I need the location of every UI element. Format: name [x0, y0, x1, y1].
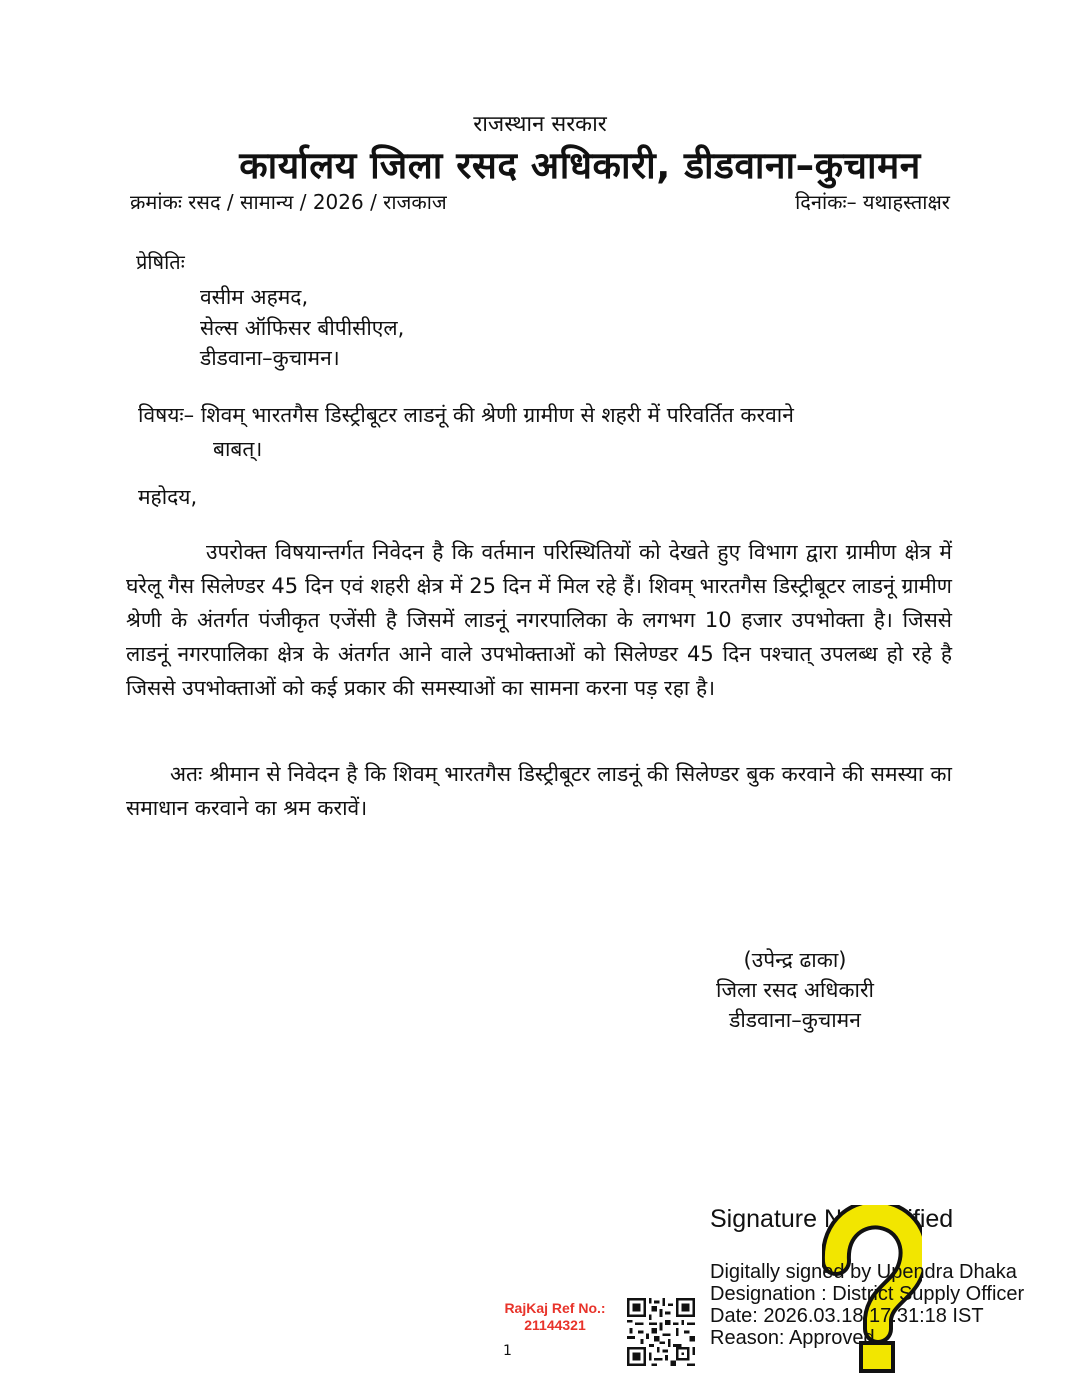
signature-details — [710, 1261, 1024, 1349]
body-paragraph-2: अतः श्रीमान से निवेदन है कि शिवम् भारतगैस डिस्ट्रीबूटर लाडनूं की सिलेण्डर बुक करवाने की समस्या का समाधान करवाने का श्रम करावें। — [126, 762, 952, 820]
signatory-block — [690, 945, 900, 1035]
rajkaj-number: 21144321 — [524, 1317, 586, 1333]
recipient-designation: सेल्स ऑफिसर बीपीसीएल, — [200, 316, 405, 340]
recipient-name: वसीम अहमद, — [200, 285, 309, 309]
subject-label: विषयः– — [138, 403, 195, 427]
body-paragraph-1: उपरोक्त विषयान्तर्गत निवेदन है कि वर्तमान परिस्थितियों को देखते हुए विभाग द्वारा ग्रामीण क्षेत्र में घरेलू गैस सिलेण्डर 45 दिन एवं शहरी क्षेत्र में 25 दिन में मिल रहे हैं। शिवम् भारतगैस डिस्ट्रीबूटर लाडनूं ग्रामीण श्रेणी के अंतर्गत पंजीकृत एजेंसी है जिसमें लाडनूं नगरपालिका के लगभग 10 हजार उपभोक्ता है। जिससे लाडनूं नगरपालिका क्षेत्र के अंतर्गत आने वाले उपभोक्ताओं को सिलेण्डर 45 दिन पश्चात् उपलब्ध हो रहे है जिससे उपभोक्ताओं को कई प्रकार की समस्याओं का सामना करना पड़ रहा है। — [126, 540, 952, 700]
recipient-label: प्रेषितिः — [136, 250, 185, 274]
signatory-location: डीडवाना–कुचामन — [729, 1008, 861, 1032]
signer-designation: Designation : District Supply Officer — [710, 1283, 1025, 1305]
salutation: महोदय, — [138, 485, 198, 509]
signatory-designation: जिला रसद अधिकारी — [716, 978, 874, 1002]
office-title: कार्यालय जिला रसद अधिकारी, डीडवाना–कुचामन — [239, 144, 921, 187]
subject-text: शिवम् भारतगैस डिस्ट्रीबूटर लाडनूं की श्रेणी ग्रामीण से शहरी में परिवर्तित करवाने — [200, 403, 794, 427]
reference-number: क्रमांकः रसद / सामान्य / 2026 / राजकाज — [130, 190, 447, 214]
qr-code — [627, 1298, 695, 1366]
signed-by: Digitally signed by Upendra Dhaka — [710, 1261, 1017, 1283]
signature-date: Date: 2026.03.18 17:31:18 IST — [710, 1305, 984, 1327]
rajkaj-reference — [490, 1300, 620, 1334]
recipient-location: डीडवाना–कुचामन। — [200, 346, 340, 370]
letter-date: दिनांकः– यथाहस्ताक्षर — [795, 190, 950, 214]
signatory-name: (उपेन्द्र ढाका) — [743, 948, 847, 972]
government-heading: राजस्थान सरकार — [473, 112, 607, 137]
signature-status: Signature Not Verified — [710, 1205, 954, 1233]
rajkaj-label: RajKaj Ref No.: — [504, 1300, 606, 1316]
page-number: 1 — [503, 1343, 512, 1359]
subject-text-continued: बाबत्। — [213, 437, 263, 461]
subject-block — [138, 398, 938, 466]
signature-reason: Reason: Approved — [710, 1327, 875, 1349]
